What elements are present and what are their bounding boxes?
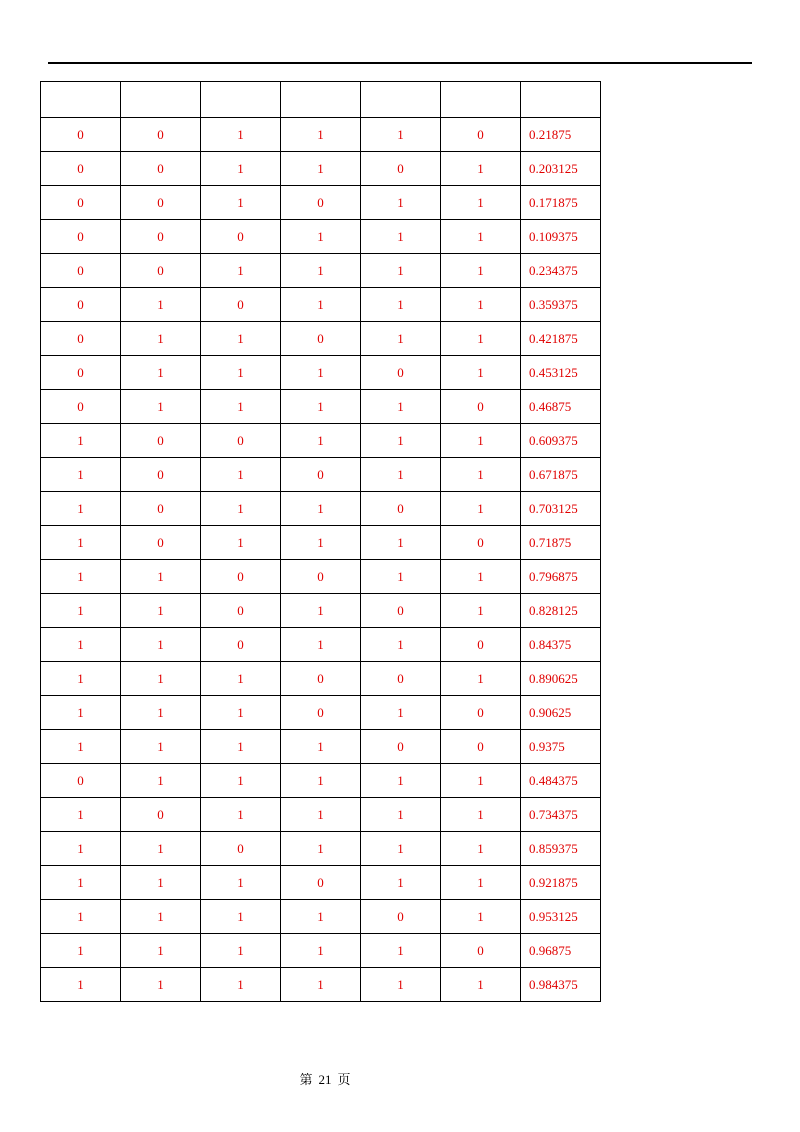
bit-cell: 0 [41, 118, 121, 152]
page-number: 21 [318, 1072, 332, 1087]
bit-cell: 1 [361, 458, 441, 492]
bit-cell: 1 [201, 968, 281, 1002]
table-row [41, 254, 601, 288]
bit-cell: 1 [441, 322, 521, 356]
bit-cell: 1 [121, 662, 201, 696]
bit-cell: 1 [361, 934, 441, 968]
bit-cell: 1 [361, 832, 441, 866]
bit-cell: 0 [41, 254, 121, 288]
header-cell [361, 82, 441, 118]
bit-cell: 1 [361, 526, 441, 560]
bit-cell: 1 [41, 934, 121, 968]
header-cell [521, 82, 601, 118]
bit-cell: 0 [441, 390, 521, 424]
table-row [41, 118, 601, 152]
bit-cell: 1 [281, 356, 361, 390]
bit-cell: 1 [201, 254, 281, 288]
bit-cell: 1 [361, 322, 441, 356]
bit-cell: 1 [281, 288, 361, 322]
bit-cell: 1 [361, 628, 441, 662]
bit-cell: 0 [121, 492, 201, 526]
bit-cell: 1 [41, 628, 121, 662]
bit-cell: 0 [121, 152, 201, 186]
value-cell: 0.609375 [521, 424, 601, 458]
bit-cell: 1 [361, 118, 441, 152]
bit-cell: 0 [361, 492, 441, 526]
bit-cell: 1 [361, 968, 441, 1002]
value-cell: 0.921875 [521, 866, 601, 900]
value-cell: 0.203125 [521, 152, 601, 186]
bit-cell: 1 [441, 866, 521, 900]
bit-cell: 1 [361, 798, 441, 832]
table-body [41, 82, 601, 1002]
bit-cell: 1 [121, 356, 201, 390]
bit-cell: 1 [201, 798, 281, 832]
bit-cell: 1 [201, 866, 281, 900]
bit-cell: 1 [201, 322, 281, 356]
table-row [41, 832, 601, 866]
bit-cell: 1 [441, 186, 521, 220]
bit-cell: 1 [441, 900, 521, 934]
table-row [41, 934, 601, 968]
value-cell: 0.234375 [521, 254, 601, 288]
bit-cell: 1 [281, 118, 361, 152]
bit-cell: 1 [201, 492, 281, 526]
bit-cell: 1 [201, 118, 281, 152]
header-row [41, 82, 601, 118]
bit-cell: 1 [121, 560, 201, 594]
bit-cell: 1 [281, 526, 361, 560]
table-row [41, 560, 601, 594]
bit-cell: 0 [361, 662, 441, 696]
table-row [41, 696, 601, 730]
bit-cell: 1 [361, 254, 441, 288]
bit-cell: 1 [41, 900, 121, 934]
bit-cell: 1 [201, 458, 281, 492]
table-row [41, 798, 601, 832]
bit-cell: 1 [441, 764, 521, 798]
value-cell: 0.484375 [521, 764, 601, 798]
header-cell [281, 82, 361, 118]
value-cell: 0.671875 [521, 458, 601, 492]
bit-cell: 0 [201, 220, 281, 254]
bit-cell: 0 [281, 322, 361, 356]
bit-cell: 1 [441, 458, 521, 492]
bit-cell: 0 [121, 186, 201, 220]
value-cell: 0.90625 [521, 696, 601, 730]
bit-cell: 1 [361, 220, 441, 254]
bit-cell: 0 [121, 424, 201, 458]
bit-cell: 1 [121, 968, 201, 1002]
bit-cell: 1 [201, 662, 281, 696]
bit-cell: 1 [281, 832, 361, 866]
value-cell: 0.828125 [521, 594, 601, 628]
bit-cell: 1 [121, 764, 201, 798]
bit-cell: 0 [201, 832, 281, 866]
header-cell [201, 82, 281, 118]
bit-cell: 0 [121, 220, 201, 254]
bit-cell: 1 [121, 866, 201, 900]
bit-cell: 0 [201, 424, 281, 458]
bit-cell: 0 [361, 900, 441, 934]
bit-cell: 1 [41, 730, 121, 764]
bit-cell: 1 [361, 560, 441, 594]
bit-cell: 1 [201, 730, 281, 764]
bit-cell: 1 [441, 288, 521, 322]
bit-cell: 1 [281, 424, 361, 458]
bit-cell: 0 [41, 322, 121, 356]
bit-cell: 0 [41, 764, 121, 798]
table-row [41, 866, 601, 900]
bit-cell: 1 [361, 390, 441, 424]
bit-cell: 0 [201, 628, 281, 662]
bit-cell: 0 [281, 866, 361, 900]
bit-cell: 1 [441, 424, 521, 458]
bit-cell: 1 [41, 594, 121, 628]
bit-cell: 1 [201, 390, 281, 424]
bit-cell: 1 [201, 186, 281, 220]
bit-cell: 1 [361, 186, 441, 220]
table-row [41, 900, 601, 934]
bit-cell: 0 [201, 288, 281, 322]
header-cell [41, 82, 121, 118]
bit-cell: 1 [441, 798, 521, 832]
table-row [41, 288, 601, 322]
value-cell: 0.84375 [521, 628, 601, 662]
bit-cell: 1 [41, 458, 121, 492]
bit-cell: 1 [281, 390, 361, 424]
bit-cell: 1 [281, 934, 361, 968]
table-row [41, 662, 601, 696]
bit-cell: 0 [441, 628, 521, 662]
bit-cell: 0 [441, 118, 521, 152]
table-row [41, 390, 601, 424]
bit-cell: 1 [201, 934, 281, 968]
bit-cell: 1 [361, 764, 441, 798]
bit-cell: 1 [281, 764, 361, 798]
table-row [41, 356, 601, 390]
value-cell: 0.859375 [521, 832, 601, 866]
table-row [41, 764, 601, 798]
bit-cell: 0 [441, 526, 521, 560]
bit-cell: 0 [41, 288, 121, 322]
bit-cell: 1 [281, 492, 361, 526]
bit-cell: 1 [121, 900, 201, 934]
bit-cell: 0 [281, 186, 361, 220]
bit-cell: 1 [201, 696, 281, 730]
bit-cell: 1 [201, 526, 281, 560]
table-row [41, 730, 601, 764]
value-cell: 0.984375 [521, 968, 601, 1002]
bit-cell: 1 [121, 730, 201, 764]
bit-cell: 1 [441, 968, 521, 1002]
table-row [41, 628, 601, 662]
bit-cell: 0 [121, 798, 201, 832]
bit-cell: 0 [361, 356, 441, 390]
value-cell: 0.96875 [521, 934, 601, 968]
bit-cell: 1 [201, 900, 281, 934]
bit-cell: 1 [361, 424, 441, 458]
bit-cell: 1 [41, 798, 121, 832]
bit-cell: 1 [41, 526, 121, 560]
table-row [41, 152, 601, 186]
bit-cell: 1 [441, 254, 521, 288]
bit-cell: 1 [121, 322, 201, 356]
bit-cell: 0 [361, 152, 441, 186]
bit-cell: 0 [281, 560, 361, 594]
bit-cell: 1 [441, 832, 521, 866]
bit-cell: 1 [281, 798, 361, 832]
table-row [41, 492, 601, 526]
bit-cell: 1 [281, 968, 361, 1002]
bit-cell: 1 [361, 288, 441, 322]
bit-cell: 0 [121, 254, 201, 288]
page-footer [0, 1069, 650, 1088]
bit-cell: 0 [41, 186, 121, 220]
table-row [41, 424, 601, 458]
bit-cell: 1 [41, 696, 121, 730]
bit-cell: 1 [361, 866, 441, 900]
bit-cell: 1 [41, 832, 121, 866]
bit-cell: 1 [41, 866, 121, 900]
bit-cell: 1 [281, 628, 361, 662]
value-cell: 0.359375 [521, 288, 601, 322]
bit-cell: 0 [281, 662, 361, 696]
value-cell: 0.9375 [521, 730, 601, 764]
value-cell: 0.421875 [521, 322, 601, 356]
bit-cell: 1 [121, 288, 201, 322]
bit-cell: 1 [441, 152, 521, 186]
bit-cell: 0 [361, 594, 441, 628]
bit-cell: 1 [41, 424, 121, 458]
bit-cell: 1 [41, 662, 121, 696]
bit-cell: 1 [41, 492, 121, 526]
bit-cell: 0 [41, 152, 121, 186]
bit-cell: 1 [441, 560, 521, 594]
bit-cell: 1 [121, 628, 201, 662]
bit-cell: 0 [361, 730, 441, 764]
bit-cell: 1 [201, 152, 281, 186]
value-cell: 0.46875 [521, 390, 601, 424]
bit-cell: 1 [201, 356, 281, 390]
header-rule [48, 62, 752, 64]
bit-cell: 1 [121, 390, 201, 424]
value-cell: 0.171875 [521, 186, 601, 220]
bit-cell: 1 [121, 934, 201, 968]
bit-cell: 0 [281, 696, 361, 730]
bit-cell: 0 [441, 934, 521, 968]
bit-cell: 0 [41, 220, 121, 254]
bit-cell: 1 [41, 560, 121, 594]
bit-cell: 0 [201, 560, 281, 594]
bit-cell: 1 [41, 968, 121, 1002]
bit-cell: 0 [41, 390, 121, 424]
bit-cell: 1 [281, 900, 361, 934]
bit-cell: 1 [121, 594, 201, 628]
value-cell: 0.703125 [521, 492, 601, 526]
value-cell: 0.890625 [521, 662, 601, 696]
bit-cell: 1 [121, 696, 201, 730]
table-row [41, 186, 601, 220]
table-row [41, 968, 601, 1002]
bit-cell: 0 [41, 356, 121, 390]
value-cell: 0.71875 [521, 526, 601, 560]
value-cell: 0.453125 [521, 356, 601, 390]
bit-cell: 1 [441, 220, 521, 254]
value-cell: 0.734375 [521, 798, 601, 832]
bit-cell: 0 [441, 730, 521, 764]
bit-cell: 1 [281, 220, 361, 254]
binary-value-table [40, 81, 601, 1002]
bit-cell: 1 [441, 356, 521, 390]
bit-cell: 0 [441, 696, 521, 730]
bit-cell: 1 [281, 730, 361, 764]
table-row [41, 458, 601, 492]
footer-prefix: 第 [299, 1073, 313, 1088]
bit-cell: 1 [201, 764, 281, 798]
bit-cell: 1 [121, 832, 201, 866]
bit-cell: 0 [121, 526, 201, 560]
value-cell: 0.109375 [521, 220, 601, 254]
bit-cell: 0 [281, 458, 361, 492]
bit-cell: 0 [121, 118, 201, 152]
bit-cell: 1 [281, 152, 361, 186]
bit-cell: 0 [121, 458, 201, 492]
header-cell [441, 82, 521, 118]
bit-cell: 1 [441, 594, 521, 628]
value-cell: 0.796875 [521, 560, 601, 594]
value-cell: 0.953125 [521, 900, 601, 934]
bit-cell: 1 [361, 696, 441, 730]
header-cell [121, 82, 201, 118]
bit-cell: 1 [441, 492, 521, 526]
table-row [41, 322, 601, 356]
value-cell: 0.21875 [521, 118, 601, 152]
bit-cell: 1 [281, 254, 361, 288]
table-row [41, 220, 601, 254]
table-row [41, 526, 601, 560]
bit-cell: 1 [441, 662, 521, 696]
bit-cell: 1 [281, 594, 361, 628]
footer-suffix: 页 [337, 1073, 351, 1088]
table-row [41, 594, 601, 628]
bit-cell: 0 [201, 594, 281, 628]
